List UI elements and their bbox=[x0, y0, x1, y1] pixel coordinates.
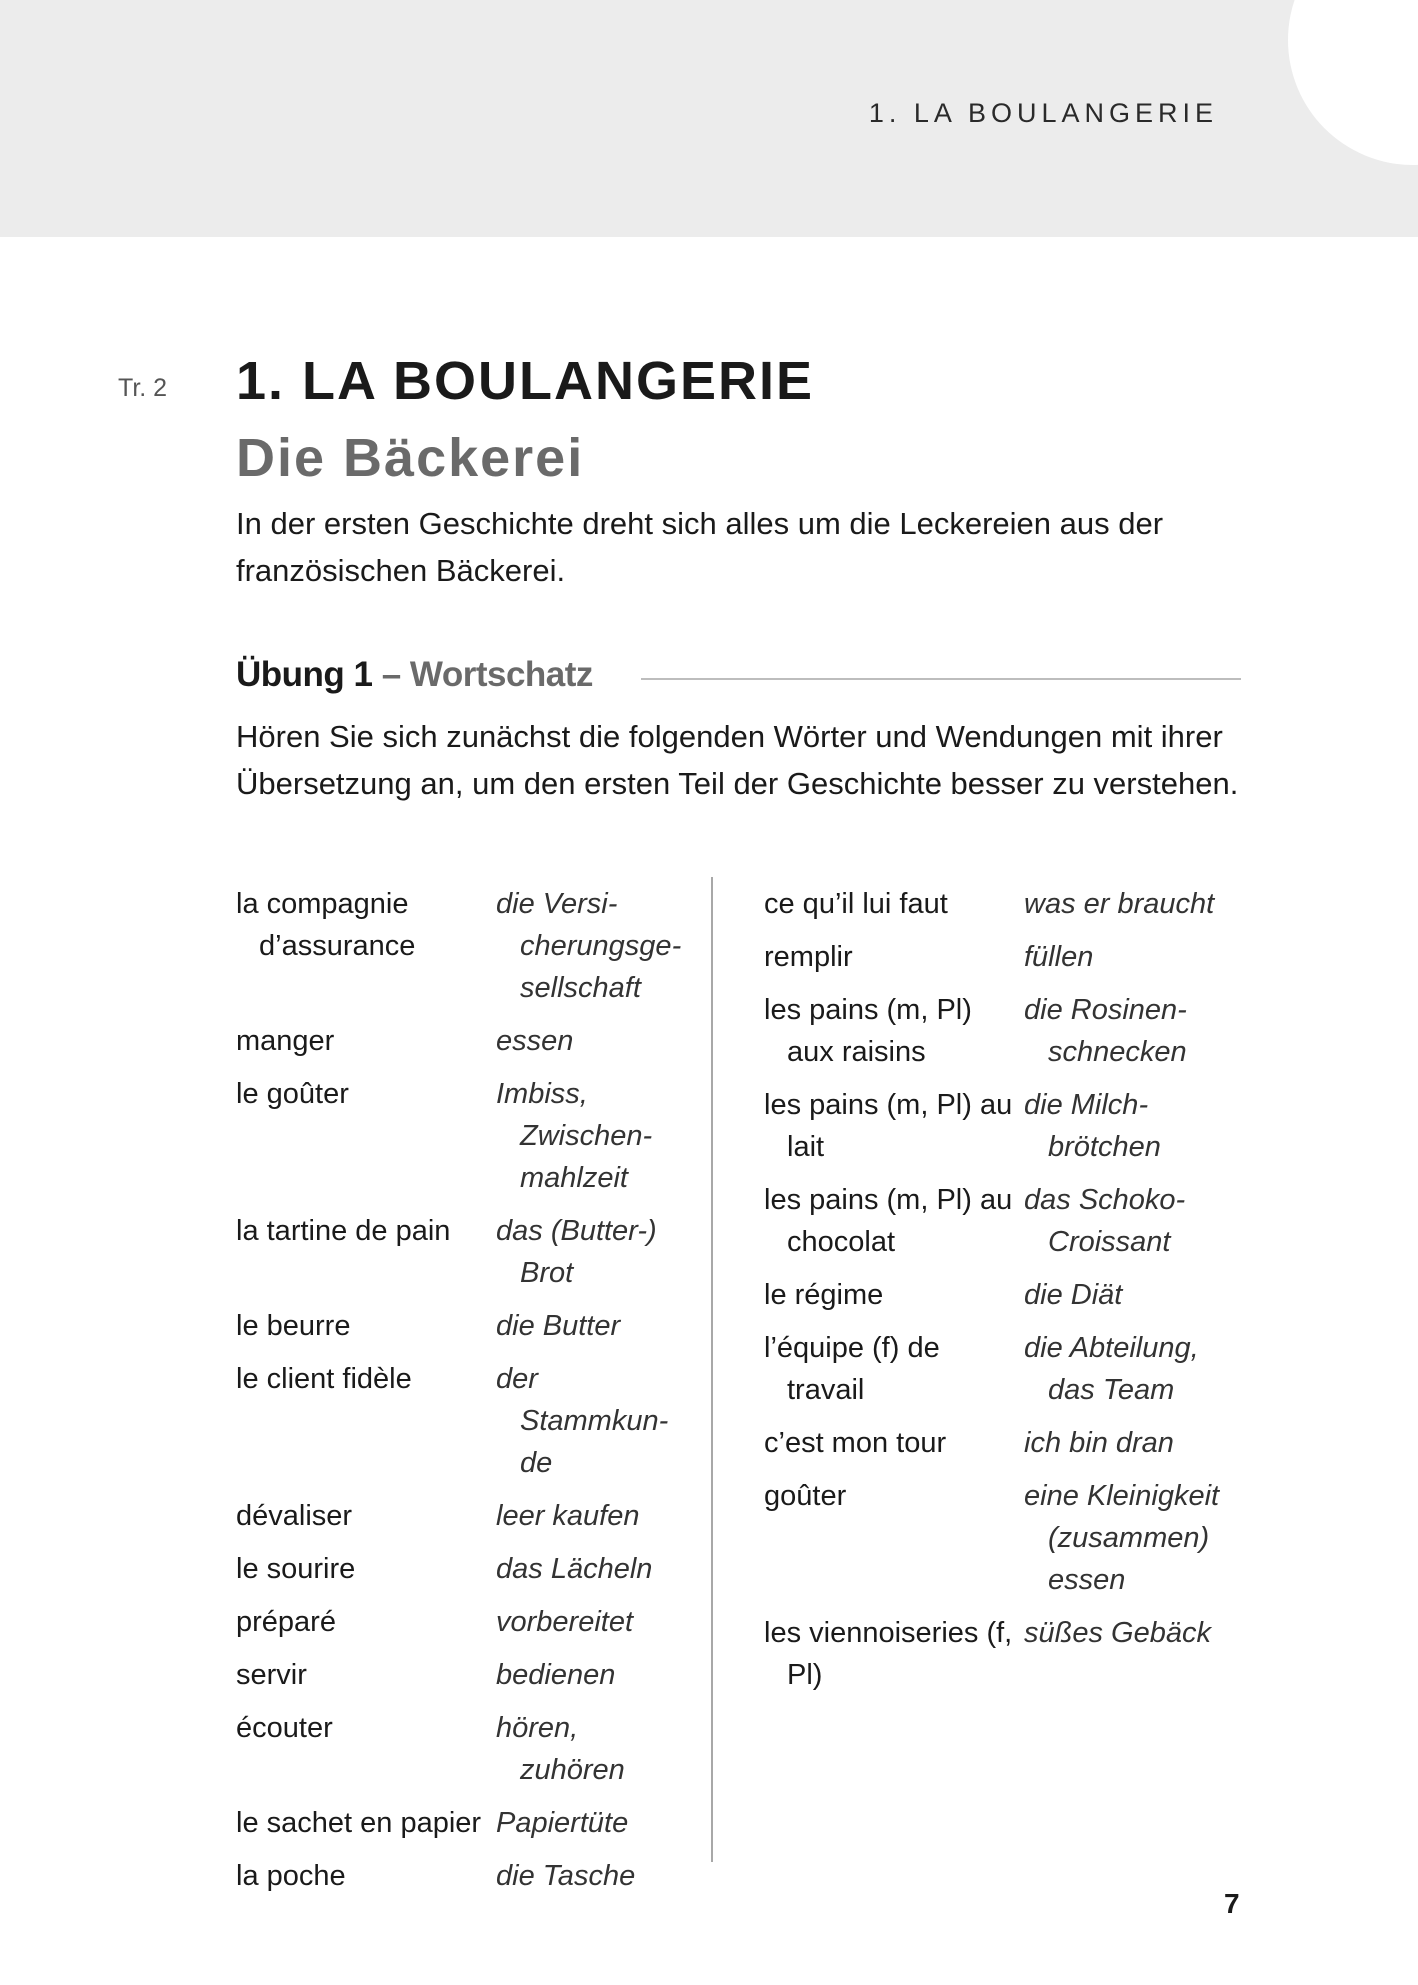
vocab-term: servir bbox=[236, 1659, 307, 1691]
vocab-translation: süßes Gebäck bbox=[1024, 1617, 1211, 1649]
vocab-translation: bedienen bbox=[496, 1659, 616, 1691]
vocab-term: les pains (m, Pl) au chocolat bbox=[764, 1184, 1013, 1258]
vocab-term: dévaliser bbox=[236, 1500, 353, 1532]
vocab-entry bbox=[764, 1274, 1234, 1316]
vocab-term: l’équipe (f) de travail bbox=[764, 1332, 940, 1406]
vocab-term: remplir bbox=[764, 941, 853, 973]
vocab-translation: vorbereitet bbox=[496, 1606, 634, 1638]
vocab-entry bbox=[236, 1305, 686, 1347]
vocab-term: le goûter bbox=[236, 1078, 349, 1110]
vocab-entry bbox=[764, 1327, 1234, 1411]
vocab-translation: essen bbox=[496, 1025, 574, 1057]
vocab-term: manger bbox=[236, 1025, 335, 1057]
vocab-translation: das Lächeln bbox=[496, 1553, 653, 1585]
vocab-translation: die Versicherungsgesellschaft bbox=[496, 888, 682, 1004]
vocab-column-right bbox=[764, 883, 1234, 1707]
vocab-term: la compagnie d’assurance bbox=[236, 888, 416, 962]
vocab-translation: die Tasche bbox=[496, 1860, 636, 1892]
heading-rule bbox=[641, 678, 1241, 680]
vocab-translation: füllen bbox=[1024, 941, 1094, 973]
vocab-entry bbox=[764, 936, 1234, 978]
vocab-entry bbox=[236, 1601, 686, 1643]
intro-text: In der ersten Geschichte dreht sich alles um die Leckereien aus der französischen Bäckerei. bbox=[236, 506, 1164, 588]
vocab-term: préparé bbox=[236, 1606, 336, 1638]
track-number: Tr. 2 bbox=[118, 374, 168, 402]
vocab-entry bbox=[236, 1802, 686, 1844]
vocab-term: le sourire bbox=[236, 1553, 356, 1585]
vocab-entry bbox=[764, 989, 1234, 1073]
vocab-translation: leer kaufen bbox=[496, 1500, 640, 1532]
vocab-translation: ich bin dran bbox=[1024, 1427, 1174, 1459]
vocab-translation: Papiertüte bbox=[496, 1807, 629, 1839]
vocab-term: le régime bbox=[764, 1279, 884, 1311]
vocab-column-left bbox=[236, 883, 686, 1908]
vocab-term: c’est mon tour bbox=[764, 1427, 947, 1459]
exercise-heading bbox=[236, 655, 593, 695]
vocab-translation: der Stammkunde bbox=[496, 1363, 669, 1479]
vocab-translation: hören, zuhören bbox=[496, 1712, 625, 1786]
vocab-entry bbox=[236, 1707, 686, 1791]
vocab-term: goûter bbox=[764, 1480, 847, 1512]
vocab-translation: die Abteilung, das Team bbox=[1024, 1332, 1199, 1406]
vocab-term: les pains (m, Pl) aux raisins bbox=[764, 994, 972, 1068]
vocab-entry bbox=[236, 1855, 686, 1897]
vocab-entry bbox=[236, 1654, 686, 1696]
page-header bbox=[0, 0, 1418, 237]
vocab-entry bbox=[236, 1073, 686, 1199]
vocab-translation: die Diät bbox=[1024, 1279, 1123, 1311]
vocab-translation: eine Kleinigkeit (zusammen) essen bbox=[1024, 1480, 1220, 1596]
vocab-entry bbox=[236, 1358, 686, 1484]
exercise-topic: Wortschatz bbox=[409, 655, 593, 694]
vocab-entry bbox=[236, 1495, 686, 1537]
vocab-entry bbox=[764, 1612, 1234, 1696]
running-title: 1. LA BOULANGERIE bbox=[868, 98, 1218, 128]
vocab-term: ce qu’il lui faut bbox=[764, 888, 948, 920]
vocab-term: les viennoiseries (f, Pl) bbox=[764, 1617, 1013, 1691]
vocab-term: la poche bbox=[236, 1860, 346, 1892]
vocab-term: la tartine de pain bbox=[236, 1215, 451, 1247]
vocab-translation: das (Butter-) Brot bbox=[496, 1215, 657, 1289]
vocab-term: le sachet en papier bbox=[236, 1807, 482, 1839]
vocab-entry bbox=[236, 1548, 686, 1590]
vocab-term: les pains (m, Pl) au lait bbox=[764, 1089, 1013, 1163]
exercise-instruction: Hören Sie sich zunächst die folgenden Wörter und Wendungen mit ihrer Übersetzung an, um den ersten Teil der Geschichte besser zu verstehen. bbox=[236, 719, 1239, 801]
column-divider bbox=[711, 877, 713, 1862]
header-circle-decoration bbox=[1288, 0, 1418, 165]
vocab-translation: die Milchbrötchen bbox=[1024, 1089, 1161, 1163]
vocab-term: écouter bbox=[236, 1712, 333, 1744]
vocab-translation: die Rosinenschnecken bbox=[1024, 994, 1187, 1068]
vocab-entry bbox=[764, 1179, 1234, 1263]
chapter-subtitle: Die Bäckerei bbox=[236, 428, 585, 488]
vocab-entry bbox=[236, 1020, 686, 1062]
exercise-number: Übung 1 bbox=[236, 655, 373, 694]
vocab-translation: die Butter bbox=[496, 1310, 621, 1342]
vocab-translation: das Schoko-Croissant bbox=[1024, 1184, 1186, 1258]
vocab-entry bbox=[764, 1422, 1234, 1464]
vocab-entry bbox=[236, 883, 686, 1009]
chapter-title: 1. LA BOULANGERIE bbox=[236, 351, 815, 411]
vocab-term: le beurre bbox=[236, 1310, 351, 1342]
vocab-translation: Imbiss, Zwischenmahlzeit bbox=[496, 1078, 653, 1194]
vocab-entry bbox=[764, 883, 1234, 925]
vocab-entry bbox=[764, 1084, 1234, 1168]
exercise-separator: – bbox=[381, 655, 401, 694]
vocab-term: le client fidèle bbox=[236, 1363, 412, 1395]
vocab-translation: was er braucht bbox=[1024, 888, 1215, 920]
page-number: 7 bbox=[1224, 1888, 1240, 1919]
vocab-entry bbox=[764, 1475, 1234, 1601]
vocab-entry bbox=[236, 1210, 686, 1294]
